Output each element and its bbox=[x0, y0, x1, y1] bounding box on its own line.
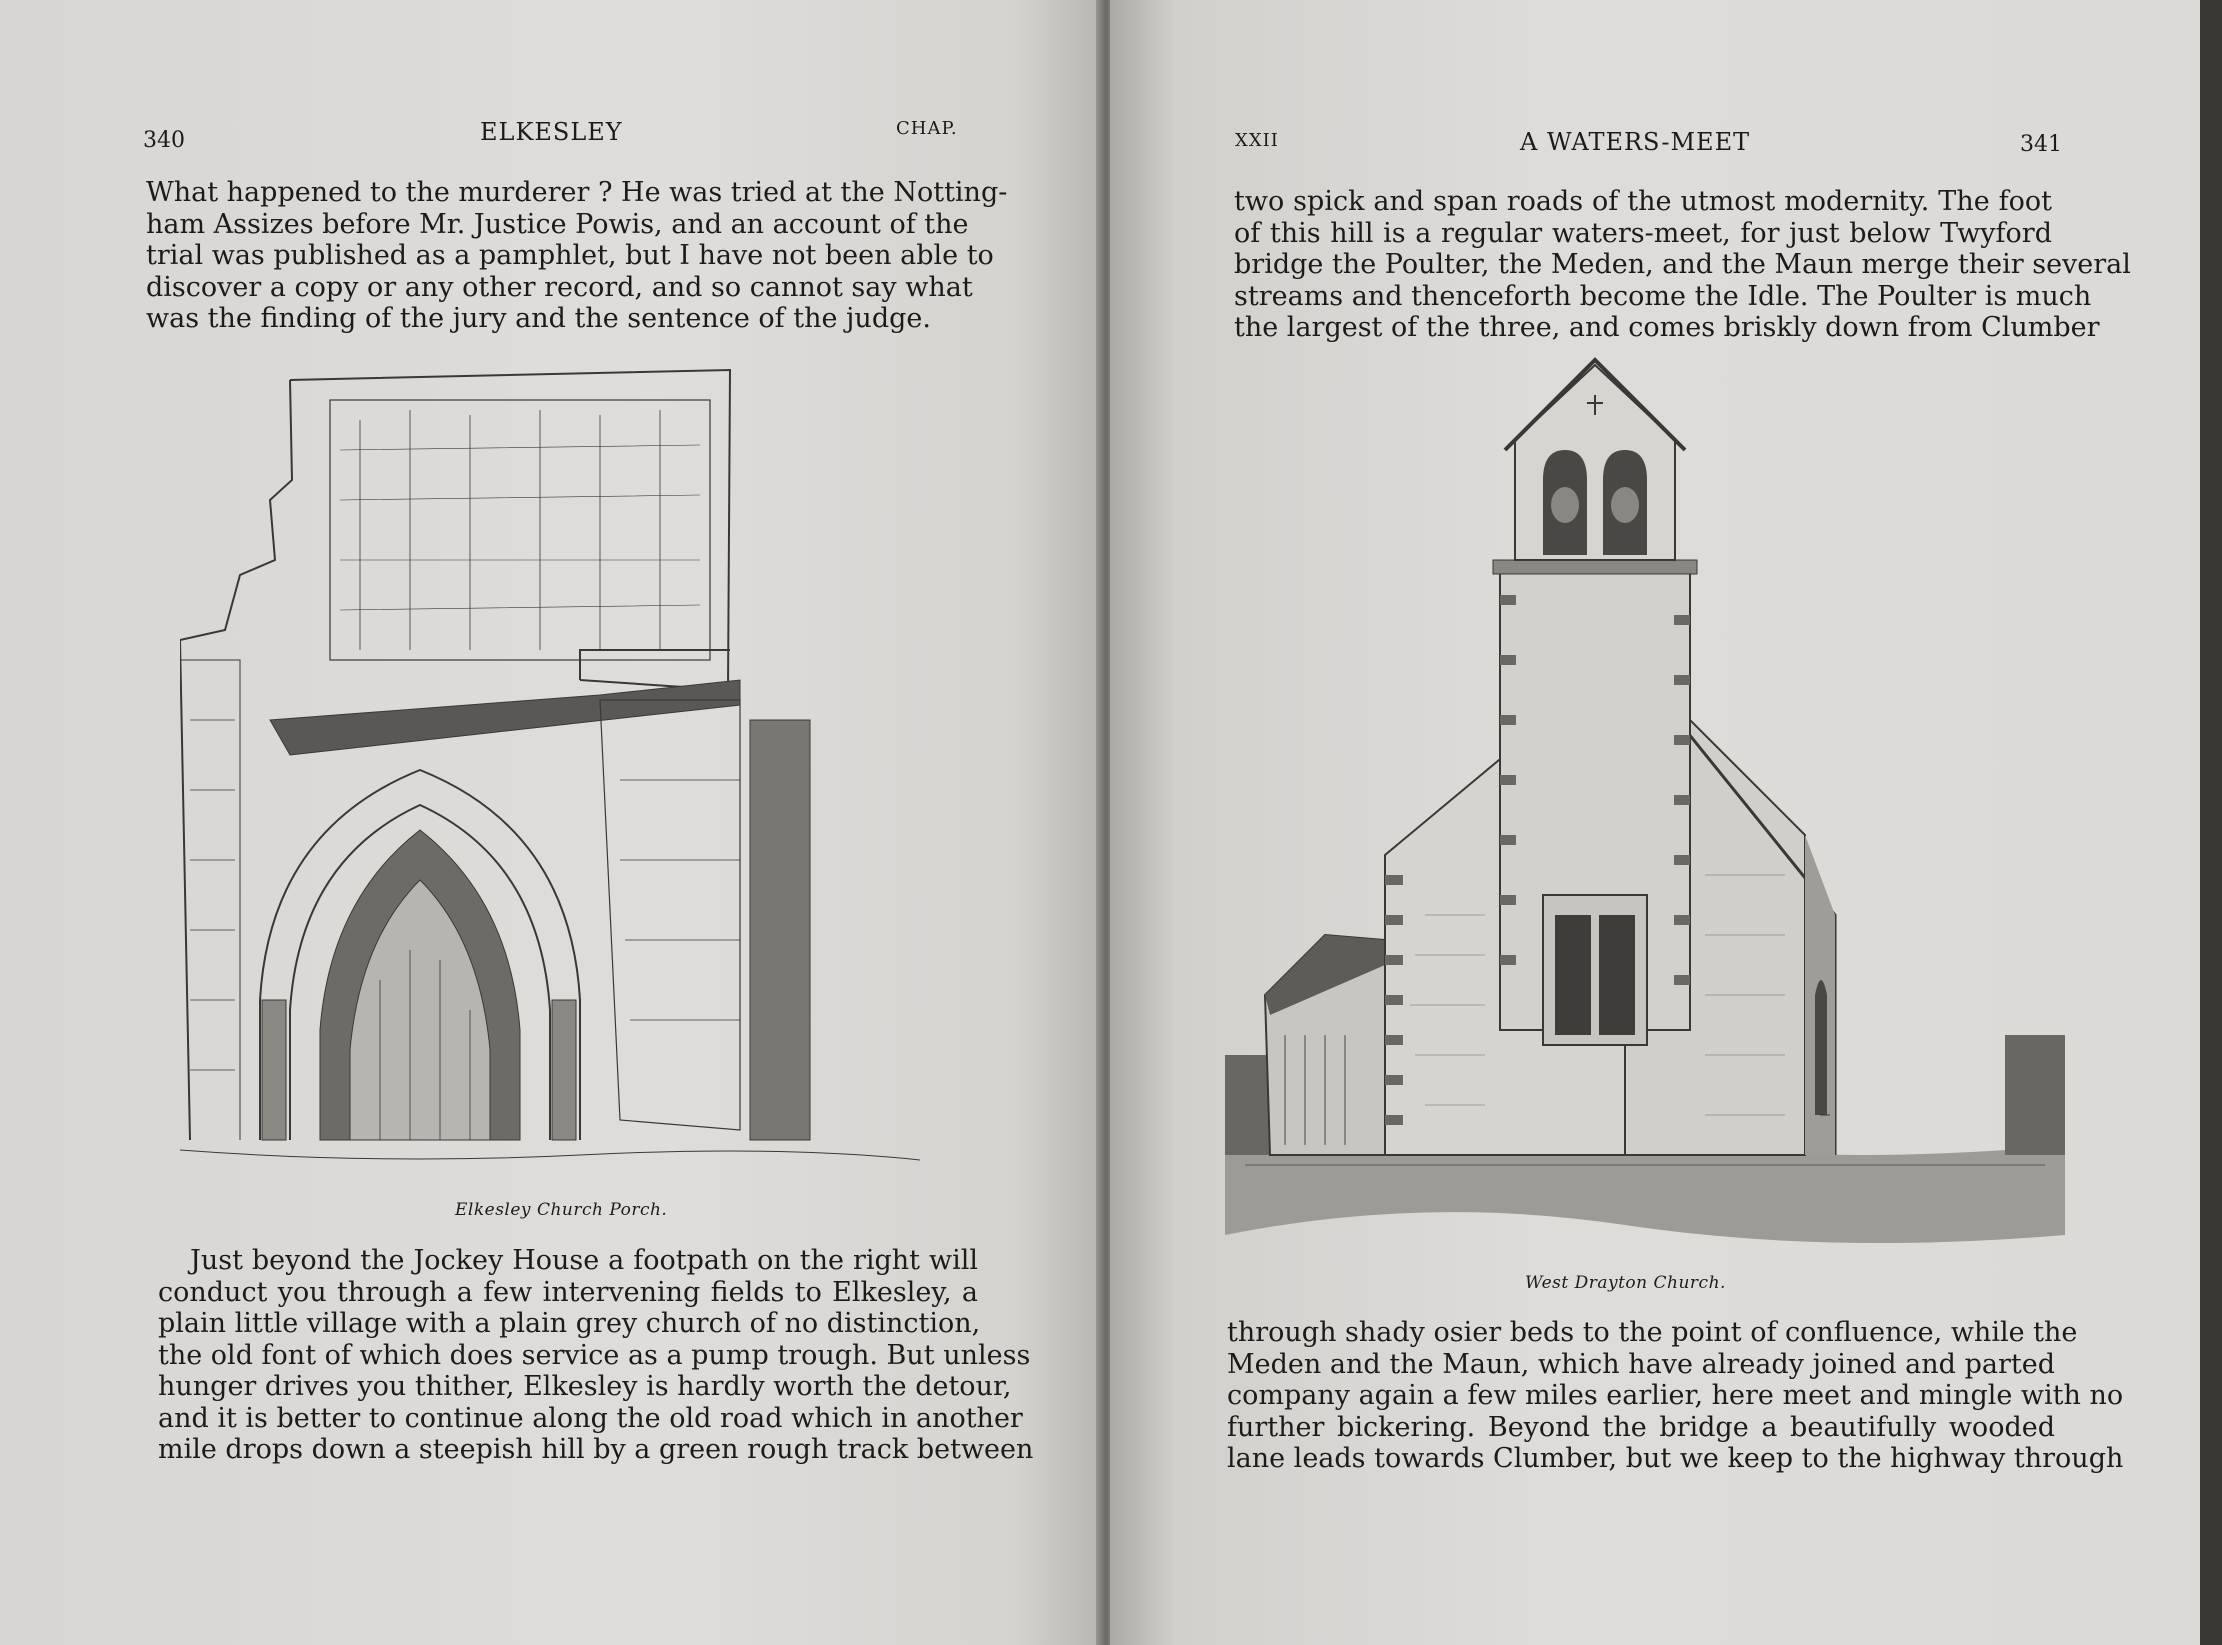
text-line: mile drops down a steepish hill by a green rough track between bbox=[158, 1434, 1034, 1465]
text-line: was the finding of the jury and the sentence of the judge. bbox=[146, 303, 931, 334]
right-running-title: A WATERS-MEET bbox=[1520, 128, 1751, 156]
text-line: two spick and span roads of the utmost modernity. The foot bbox=[1234, 186, 2052, 217]
west-drayton-church-illustration bbox=[1225, 355, 2065, 1255]
left-bottom-paragraph bbox=[158, 1245, 1034, 1466]
left-chapter-label: CHAP. bbox=[896, 118, 958, 139]
left-top-paragraph bbox=[146, 177, 1008, 335]
text-line: trial was published as a pamphlet, but I have not been able to bbox=[146, 240, 994, 271]
right-figure-caption: West Drayton Church. bbox=[1525, 1273, 1726, 1293]
left-figure-caption: Elkesley Church Porch. bbox=[455, 1200, 668, 1220]
text-line: plain little village with a plain grey church of no distinction, bbox=[158, 1308, 981, 1339]
right-page bbox=[1110, 0, 2200, 1645]
text-line: company again a few miles earlier, here meet and mingle with no bbox=[1227, 1380, 2124, 1411]
right-page-number: 341 bbox=[2020, 132, 2062, 157]
text-line: ham Assizes before Mr. Justice Powis, and an account of the bbox=[146, 208, 969, 240]
book-edge bbox=[2200, 0, 2222, 1645]
text-line: Just beyond the Jockey House a footpath on the right will bbox=[190, 1245, 978, 1276]
text-line: What happened to the murderer ? He was tried at the Notting- bbox=[146, 177, 1008, 208]
text-line: of this hill is a regular waters-meet, for just below Twyford bbox=[1234, 217, 2052, 249]
text-line: discover a copy or any other record, and so cannot say what bbox=[146, 271, 973, 303]
elkesley-church-porch-illustration bbox=[180, 360, 920, 1180]
church-drawing bbox=[1225, 355, 2065, 1255]
left-running-title: ELKESLEY bbox=[480, 118, 623, 146]
text-line: the old font of which does service as a pump trough. But unless bbox=[158, 1339, 1031, 1371]
text-line: lane leads towards Clumber, but we keep to the highway through bbox=[1227, 1443, 2124, 1474]
text-line: the largest of the three, and comes briskly down from Clumber bbox=[1234, 312, 2100, 343]
text-line: bridge the Poulter, the Meden, and the Maun merge their several bbox=[1234, 249, 2131, 280]
text-line: streams and thenceforth become the Idle. The Poulter is much bbox=[1234, 280, 2092, 312]
text-line: hunger drives you thither, Elkesley is hardly worth the detour, bbox=[158, 1371, 1012, 1402]
text-line: through shady osier beds to the point of confluence, while the bbox=[1227, 1317, 2078, 1348]
text-line: conduct you through a few intervening fields to Elkesley, a bbox=[158, 1276, 978, 1308]
text-line: Meden and the Maun, which have already joined and parted bbox=[1227, 1348, 2055, 1380]
left-page-number: 340 bbox=[143, 128, 185, 153]
right-top-paragraph bbox=[1234, 186, 2131, 344]
text-line: and it is better to continue along the old road which in another bbox=[158, 1402, 1023, 1434]
church-porch-drawing bbox=[180, 360, 920, 1180]
text-line: further bickering. Beyond the bridge a beautifully wooded bbox=[1227, 1411, 2055, 1443]
right-chapter-label: XXII bbox=[1235, 130, 1279, 151]
right-bottom-paragraph bbox=[1227, 1317, 2124, 1475]
left-page bbox=[0, 0, 1102, 1645]
